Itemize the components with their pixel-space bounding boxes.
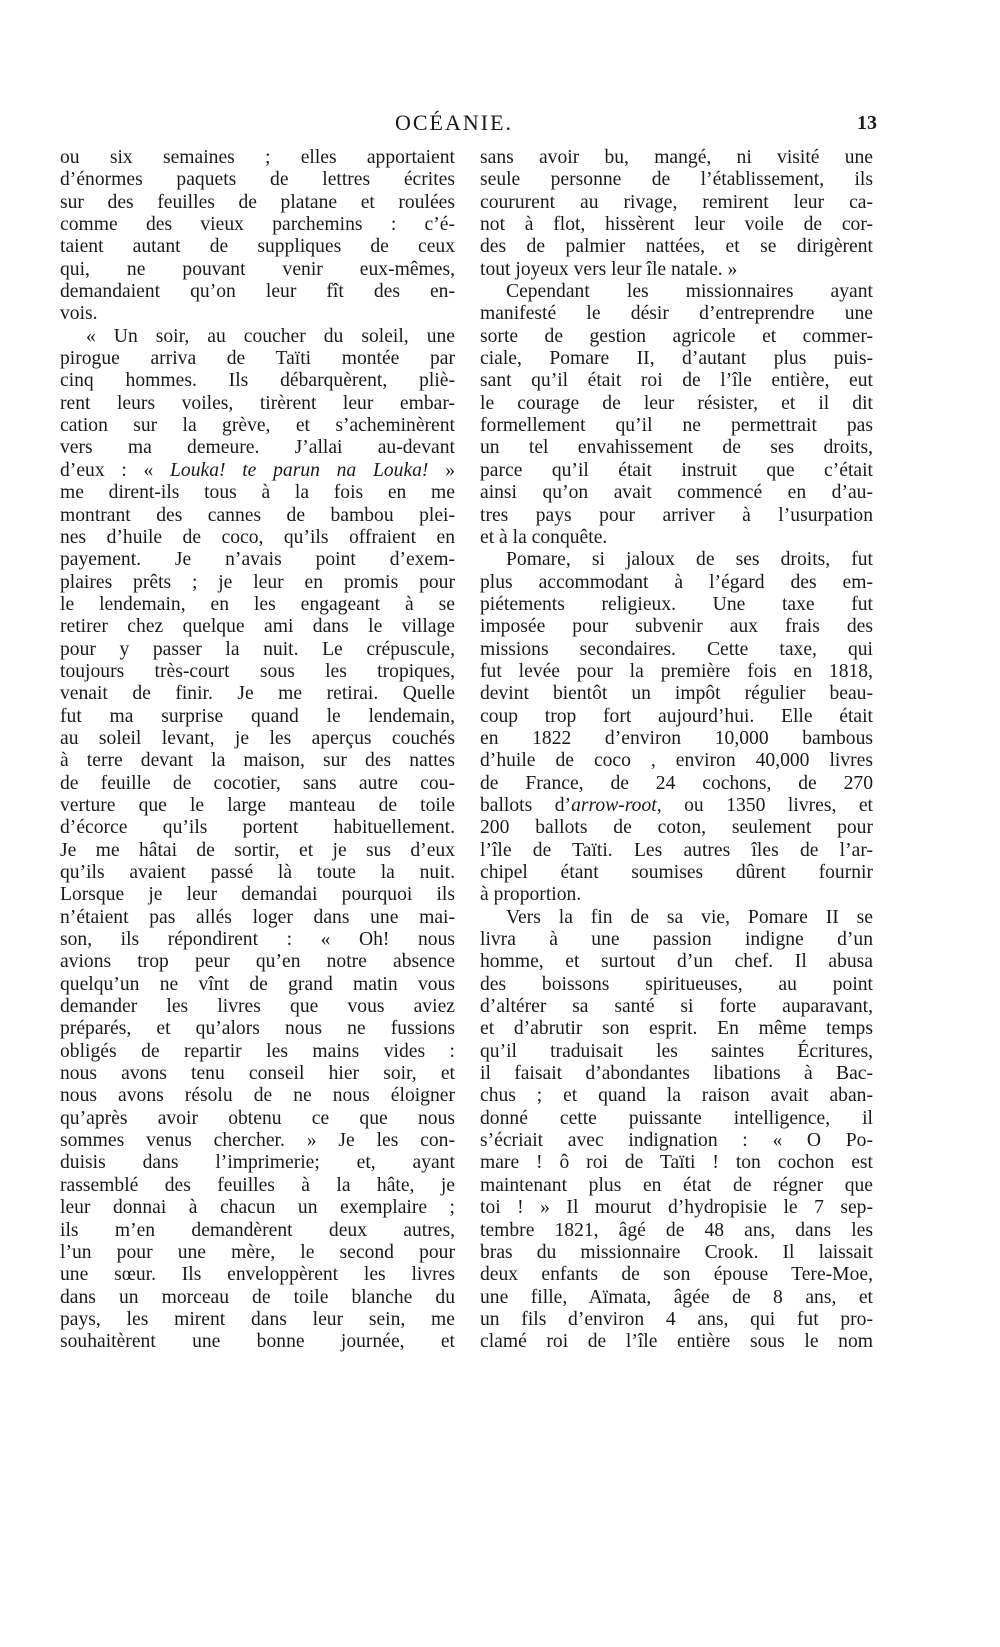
text-line-content: sorte de gestion agricole et commer-: [480, 325, 873, 347]
text-line-content: tout joyeux vers leur île natale. »: [480, 258, 738, 280]
text-line-content: son, ils répondirent : « Oh! nous: [60, 929, 455, 951]
text-line: [60, 1197, 455, 1219]
text-line: [480, 326, 873, 348]
text-line-content: souhaitèrent une bonne journée, et: [60, 1331, 455, 1353]
text-line-content: à terre devant la maison, sur des nattes: [60, 750, 455, 772]
page-number: 13: [857, 112, 877, 134]
text-line-content: l’île de Taïti. Les autres îles de l’ar-: [480, 839, 873, 861]
text-line-content: sommes venus chercher. » Je les con-: [60, 1130, 455, 1152]
text-line: [60, 594, 455, 616]
text-line-content: nous avons tenu conseil hier soir, et: [60, 1063, 455, 1085]
text-line: [60, 683, 455, 705]
text-line: [480, 661, 873, 683]
text-line: [480, 370, 873, 392]
text-line-content: montrant des cannes de bambou plei-: [60, 504, 455, 526]
text-line: [480, 1220, 873, 1242]
text-line-content: plaires prêts ; je leur en promis pour: [60, 571, 455, 593]
text-line-content: rassemblé des feuilles à la hâte, je: [60, 1174, 455, 1196]
text-line: [60, 1175, 455, 1197]
text-line-content: ou six semaines ; elles apportaient: [60, 147, 455, 168]
text-line: [480, 951, 873, 973]
text-line-content: imposée pour subvenir aux frais des: [480, 616, 873, 638]
text-line: [480, 1085, 873, 1107]
text-line: [480, 147, 873, 169]
text-line: [480, 192, 873, 214]
text-line-content: parce qu’il était instruit que c’était: [480, 459, 873, 481]
text-line: [60, 370, 455, 392]
text-line: [60, 728, 455, 750]
text-line: [60, 951, 455, 973]
text-run: , ou 1350 livres, et: [656, 794, 874, 816]
text-line: [60, 1220, 455, 1242]
text-line: [60, 236, 455, 258]
text-column-right: [480, 147, 873, 1354]
text-line: [60, 840, 455, 862]
text-line: [480, 1331, 873, 1353]
text-line: [60, 192, 455, 214]
text-line: [60, 259, 455, 281]
text-line: [60, 750, 455, 772]
text-line-content: n’étaient pas allés loger dans une mai-: [60, 906, 455, 928]
text-line: [480, 169, 873, 191]
text-line-content: s’écriait avec indignation : « O Po-: [480, 1130, 873, 1152]
text-line-content: coururent au rivage, remirent leur ca-: [480, 191, 873, 213]
text-line-content: retirer chez quelque ami dans le village: [60, 616, 455, 638]
text-line: [480, 1309, 873, 1331]
text-line-content: demander les livres que vous aviez: [60, 996, 455, 1018]
text-line-content: un fils d’environ 4 ans, qui fut pro-: [480, 1308, 873, 1330]
text-line: [60, 527, 455, 549]
text-line: [480, 773, 873, 795]
text-line: [480, 214, 873, 236]
text-line-content: toi ! » Il mourut d’hydropisie le 7 sep-: [480, 1197, 873, 1219]
text-line: [480, 1130, 873, 1152]
text-line: [60, 773, 455, 795]
text-line: [480, 505, 873, 527]
running-head-title: OCÉANIE.: [395, 110, 514, 135]
text-line: [480, 460, 873, 482]
text-line: [480, 683, 873, 705]
text-line-content: pays, les mirent dans leur sein, me: [60, 1308, 455, 1330]
text-line: [480, 1175, 873, 1197]
text-line: [60, 1331, 455, 1353]
text-line-content: pour y passer la nuit. Le crépuscule,: [60, 638, 455, 660]
text-line: [60, 326, 455, 348]
text-line: [480, 236, 873, 258]
text-line: [60, 147, 455, 169]
text-line-content: il faisait d’abondantes libations à Bac-: [480, 1063, 873, 1085]
text-line: [60, 1309, 455, 1331]
text-line: [60, 639, 455, 661]
text-line-content: cinq hommes. Ils débarquèrent, pliè-: [60, 370, 455, 392]
text-line-content: quelqu’un ne vînt de grand matin vous: [60, 973, 455, 995]
text-line-content: vois.: [60, 303, 98, 325]
text-line-content: clamé roi de l’île entière sous le nom: [480, 1331, 873, 1353]
text-line-content: d’écorce qu’ils portent habituellement.: [60, 817, 455, 839]
text-line: [480, 527, 873, 549]
text-line: [480, 1242, 873, 1264]
text-line: [480, 594, 873, 616]
text-line-content: toujours très-court sous les tropiques,: [60, 660, 455, 682]
text-line-content: deux enfants de son épouse Tere-Moe,: [480, 1264, 873, 1286]
text-line-content: pirogue arriva de Taïti montée par: [60, 348, 455, 370]
text-line-content: livra à une passion indigne d’un: [480, 929, 873, 951]
text-line: [480, 1264, 873, 1286]
text-line: [60, 169, 455, 191]
text-line: [60, 907, 455, 929]
text-line: [480, 996, 873, 1018]
text-line-content: chipel étant soumises dûrent fournir: [480, 862, 873, 883]
text-line: [60, 460, 455, 482]
text-line-content: de feuille de cocotier, sans autre cou-: [60, 772, 455, 794]
text-line-content: devint bientôt un impôt régulier beau-: [480, 683, 873, 705]
text-line-content: verture que le large manteau de toile: [60, 794, 455, 816]
text-line-content: 200 ballots de coton, seulement pour: [480, 817, 873, 839]
text-run: »: [428, 459, 455, 481]
text-line: [480, 728, 873, 750]
text-line: [60, 415, 455, 437]
italic-text-run: Louka! te parun na Louka!: [170, 459, 429, 481]
text-line-content: venait de finir. Je me retirai. Quelle: [60, 683, 455, 705]
text-line-content: rent leurs voiles, tirèrent leur embar-: [60, 392, 455, 414]
text-line-content: not à flot, hissèrent leur voile de cor-: [480, 214, 873, 236]
text-line: [480, 706, 873, 728]
text-line: [480, 1287, 873, 1309]
text-line-content: en 1822 d’environ 10,000 bambous: [480, 727, 873, 749]
text-line-content: de France, de 24 cochons, de 270: [480, 772, 873, 794]
text-line: [480, 1152, 873, 1174]
text-line-content: seule personne de l’établissement, ils: [480, 169, 873, 191]
text-line-content: une sœur. Ils enveloppèrent les livres: [60, 1264, 455, 1286]
text-line: [480, 348, 873, 370]
text-line-content: le courage de leur résister, et il dit: [480, 392, 873, 414]
text-line-content: « Un soir, au coucher du soleil, une: [86, 325, 455, 347]
text-line-content: ils m’en demandèrent deux autres,: [60, 1219, 455, 1241]
text-column-left: [60, 147, 455, 1354]
text-line: [60, 661, 455, 683]
text-line: [480, 974, 873, 996]
text-line-content: sans avoir bu, mangé, ni visité une: [480, 147, 873, 168]
text-line: [60, 1242, 455, 1264]
text-line: [480, 1197, 873, 1219]
text-line: [60, 505, 455, 527]
text-line-content: demandaient qu’on leur fît des en-: [60, 281, 455, 303]
text-line: [480, 303, 873, 325]
text-line-content: Lorsque je leur demandai pourquoi ils: [60, 884, 455, 906]
text-line: [60, 303, 455, 325]
text-line-content: une fille, Aïmata, âgée de 8 ans, et: [480, 1286, 873, 1308]
text-line: [480, 437, 873, 459]
text-line-content: sant qu’il était roi de l’île entière, eut: [480, 370, 873, 392]
text-line-content: et à la conquête.: [480, 526, 608, 548]
italic-text-run: arrow-root: [571, 794, 657, 816]
text-line-content: préparés, et qu’alors nous ne fussions: [60, 1018, 455, 1040]
text-line-content: piétements religieux. Une taxe fut: [480, 593, 873, 615]
running-head: [0, 110, 1000, 140]
text-line: [60, 572, 455, 594]
text-line: [480, 750, 873, 772]
text-line-content: tres pays pour arriver à l’usurpation: [480, 504, 873, 526]
text-line-content: bras du missionnaire Crook. Il laissait: [480, 1241, 873, 1263]
text-line-content: d’huile de coco , environ 40,000 livres: [480, 750, 873, 772]
text-line: [60, 214, 455, 236]
text-line-content: obligés de repartir les mains vides :: [60, 1040, 455, 1062]
text-line-content: ciale, Pomare II, d’autant plus puis-: [480, 348, 873, 370]
text-line: [60, 549, 455, 571]
text-line-content: fut ma surprise quand le lendemain,: [60, 705, 455, 727]
text-line-content: duisis dans l’imprimerie; et, ayant: [60, 1152, 455, 1174]
text-line-content: d’altérer sa santé si forte auparavant,: [480, 996, 873, 1018]
text-line-content: me dirent-ils tous à la fois en me: [60, 482, 455, 504]
text-line-content: fut levée pour la première fois en 1818,: [480, 660, 873, 682]
text-line-content: [480, 795, 873, 817]
text-line-content: Je me hâtai de sortir, et je sus d’eux: [60, 839, 455, 861]
text-line-content: nous avons résolu de ne nous éloigner: [60, 1085, 455, 1107]
text-line: [60, 1130, 455, 1152]
text-line: [60, 437, 455, 459]
text-line: [480, 1041, 873, 1063]
text-line-content: maintenant plus en état de régner que: [480, 1174, 873, 1196]
text-line-content: sur des feuilles de platane et roulées: [60, 191, 455, 213]
text-line: [480, 817, 873, 839]
text-line-content: donné cette puissante intelligence, il: [480, 1107, 873, 1129]
text-line-content: un tel envahissement de ses droits,: [480, 437, 873, 459]
text-line: [480, 884, 873, 906]
text-line-content: tembre 1821, âgé de 48 ans, dans les: [480, 1219, 873, 1241]
text-line: [480, 482, 873, 504]
text-line: [480, 549, 873, 571]
text-line: [60, 817, 455, 839]
text-line: [480, 907, 873, 929]
text-line-content: plus accommodant à l’égard des em-: [480, 571, 873, 593]
text-line: [60, 1041, 455, 1063]
text-line-content: l’un pour une mère, le second pour: [60, 1241, 455, 1263]
text-line: [60, 974, 455, 996]
text-line-content: coup trop fort aujourd’hui. Elle était: [480, 705, 873, 727]
text-line: [480, 393, 873, 415]
text-line-content: vers ma demeure. J’allai au-devant: [60, 437, 455, 459]
text-line-content: comme des vieux parchemins : c’é-: [60, 214, 455, 236]
text-line: [60, 1152, 455, 1174]
text-line-content: avions trop peur qu’en notre absence: [60, 951, 455, 973]
text-line: [60, 616, 455, 638]
text-run: ballots d’: [480, 794, 572, 816]
text-line-content: d’énormes paquets de lettres écrites: [60, 169, 455, 191]
text-line-content: au soleil levant, je les aperçus couchés: [60, 727, 455, 749]
text-line: [60, 1063, 455, 1085]
text-line: [480, 1108, 873, 1130]
text-line: [480, 862, 873, 884]
text-line-content: ainsi qu’on avait commencé en d’au-: [480, 482, 873, 504]
text-line: [480, 795, 873, 817]
text-line-content: dans un morceau de toile blanche du: [60, 1286, 455, 1308]
text-line-content: des boissons spiritueuses, au point: [480, 973, 873, 995]
text-line: [480, 616, 873, 638]
text-line-content: Pomare, si jaloux de ses droits, fut: [506, 549, 873, 571]
text-line: [60, 1085, 455, 1107]
text-line: [60, 393, 455, 415]
text-line: [60, 348, 455, 370]
text-line-content: à proportion.: [480, 884, 582, 906]
text-line: [60, 706, 455, 728]
text-line: [480, 639, 873, 661]
text-line: [480, 281, 873, 303]
text-line: [60, 482, 455, 504]
text-line-content: nes d’huile de coco, qu’ils offraient en: [60, 526, 455, 548]
text-line-content: chus ; et quand la raison avait aban-: [480, 1085, 873, 1107]
text-line: [480, 572, 873, 594]
text-line-content: cation sur la grève, et s’acheminèrent: [60, 415, 455, 437]
text-line: [480, 929, 873, 951]
text-line-content: [60, 460, 455, 482]
text-line-content: manifesté le désir d’entreprendre une: [480, 303, 873, 325]
text-line-content: Cependant les missionnaires ayant: [506, 281, 873, 303]
text-line-content: mare ! ô roi de Taïti ! ton cochon est: [480, 1152, 873, 1174]
text-run: d’eux : «: [60, 459, 171, 481]
text-line-content: payement. Je n’avais point d’exem-: [60, 549, 455, 571]
text-line-content: des de palmier nattées, et se dirigèrent: [480, 236, 873, 258]
text-line: [60, 281, 455, 303]
text-line: [480, 840, 873, 862]
text-line: [480, 1063, 873, 1085]
text-line-content: qui, ne pouvant venir eux-mêmes,: [60, 258, 455, 280]
text-line: [60, 795, 455, 817]
text-line-content: qu’ils avaient passé là toute la nuit.: [60, 862, 455, 883]
text-line: [60, 1287, 455, 1309]
text-line-content: le lendemain, en les engageant à se: [60, 593, 455, 615]
text-line: [60, 862, 455, 884]
text-line: [60, 929, 455, 951]
text-line-content: et d’abrutir son esprit. En même temps: [480, 1018, 873, 1040]
text-line: [480, 415, 873, 437]
text-line: [480, 259, 873, 281]
text-line-content: missions secondaires. Cette taxe, qui: [480, 638, 873, 660]
text-line-content: leur donnai à chacun un exemplaire ;: [60, 1197, 455, 1219]
text-line: [60, 1264, 455, 1286]
text-line: [60, 996, 455, 1018]
text-line: [480, 1018, 873, 1040]
text-line-content: Vers la fin de sa vie, Pomare II se: [506, 906, 873, 928]
text-line: [60, 884, 455, 906]
text-line: [60, 1108, 455, 1130]
text-line-content: formellement qu’il ne permettrait pas: [480, 415, 873, 437]
text-line-content: qu’après avoir obtenu ce que nous: [60, 1107, 455, 1129]
text-line-content: taient autant de suppliques de ceux: [60, 236, 455, 258]
text-line-content: qu’il traduisait les saintes Écritures,: [480, 1040, 873, 1062]
text-line: [60, 1018, 455, 1040]
text-line-content: homme, et surtout d’un chef. Il abusa: [480, 951, 873, 973]
